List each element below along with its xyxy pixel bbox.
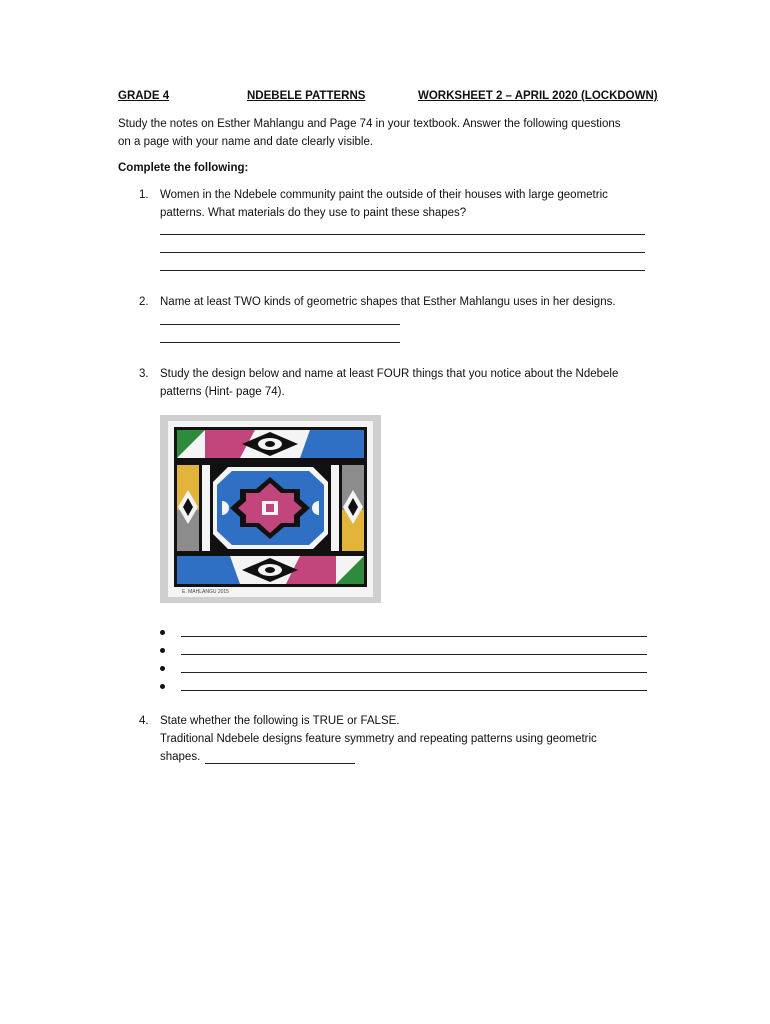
- instruction-heading: Complete the following:: [118, 162, 249, 174]
- question-3-number: 3.: [139, 368, 149, 380]
- answer-line[interactable]: [181, 690, 647, 691]
- answer-line[interactable]: [160, 234, 645, 235]
- artwork-signature: E. MAHLANGU 2015: [182, 589, 229, 595]
- answer-line[interactable]: [181, 636, 647, 637]
- ndebele-artwork-image: [160, 415, 381, 603]
- bullet-icon: [160, 630, 165, 635]
- worksheet-heading: WORKSHEET 2 – APRIL 2020 (LOCKDOWN): [418, 90, 658, 102]
- question-4-line-1: State whether the following is TRUE or FALSE.: [160, 715, 400, 727]
- bullet-icon: [160, 648, 165, 653]
- answer-line[interactable]: [160, 270, 645, 271]
- answer-line[interactable]: [205, 763, 355, 764]
- question-1-line-1: Women in the Ndebele community paint the outside of their houses with large geometric: [160, 189, 608, 201]
- question-4-line-2: Traditional Ndebele designs feature symmetry and repeating patterns using geometric: [160, 733, 597, 745]
- topic-heading: NDEBELE PATTERNS: [247, 90, 366, 102]
- question-2-number: 2.: [139, 296, 149, 308]
- bullet-icon: [160, 684, 165, 689]
- question-4-line-3: shapes.: [160, 751, 201, 763]
- answer-line[interactable]: [181, 654, 647, 655]
- answer-line[interactable]: [160, 342, 400, 343]
- answer-line[interactable]: [160, 324, 400, 325]
- question-2-line-1: Name at least TWO kinds of geometric shapes that Esther Mahlangu uses in her designs.: [160, 296, 616, 308]
- question-1-line-2: patterns. What materials do they use to paint these shapes?: [160, 207, 467, 219]
- question-3-line-1: Study the design below and name at least FOUR things that you notice about the Ndebele: [160, 368, 619, 380]
- bullet-icon: [160, 666, 165, 671]
- question-3-line-2: patterns (Hint- page 74).: [160, 386, 285, 398]
- intro-line-1: Study the notes on Esther Mahlangu and Page 74 in your textbook. Answer the following questions: [118, 118, 621, 130]
- intro-line-2: on a page with your name and date clearly visible.: [118, 136, 374, 148]
- question-4-number: 4.: [139, 715, 149, 727]
- grade-heading: GRADE 4: [118, 90, 170, 102]
- answer-line[interactable]: [181, 672, 647, 673]
- answer-line[interactable]: [160, 252, 645, 253]
- question-1-number: 1.: [139, 189, 149, 201]
